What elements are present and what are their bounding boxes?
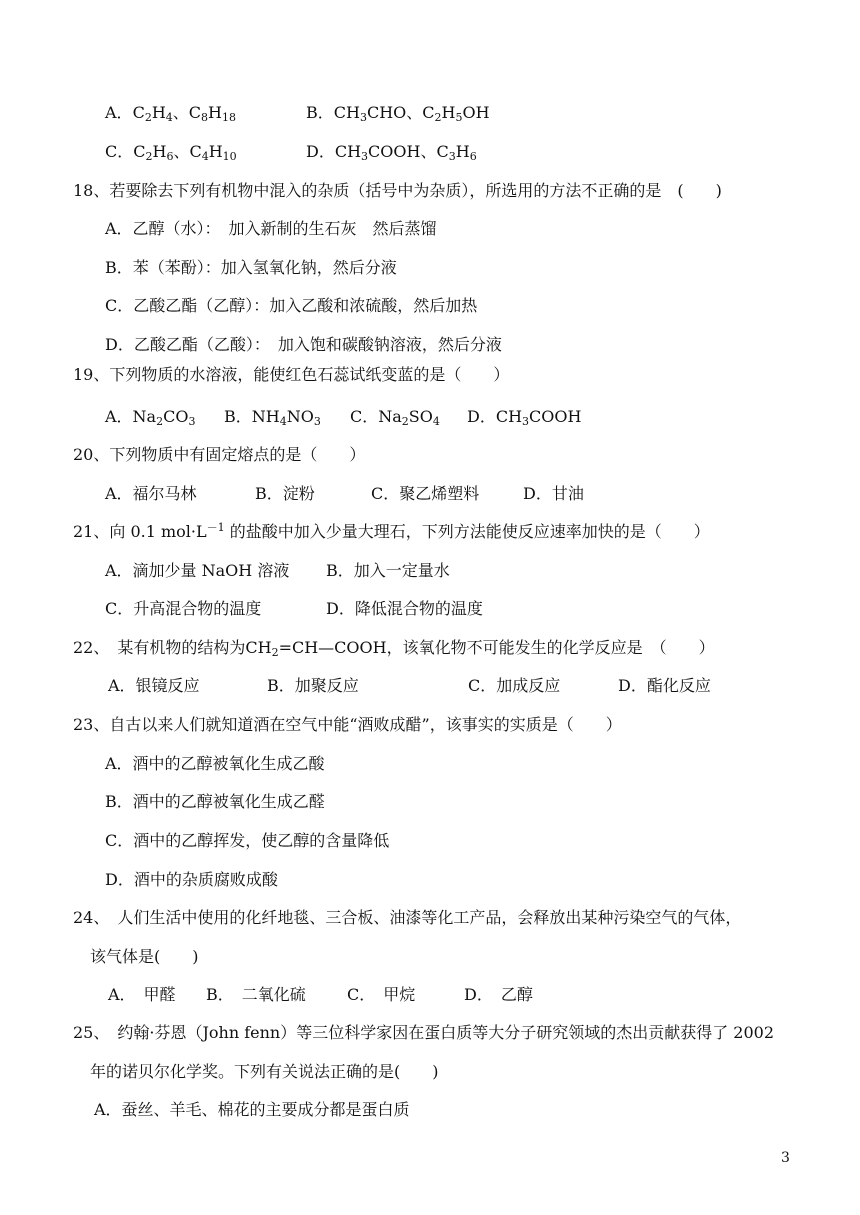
q25-option-a: A．蚕丝、羊毛、棉花的主要成分都是蛋白质 bbox=[94, 1100, 410, 1119]
q18-stem: 18、若要除去下列有机物中混入的杂质（括号中为杂质），所选用的方法不正确的是 ( ) bbox=[73, 181, 722, 200]
q25-stem: 25、 约翰·芬恩（John fenn）等三位科学家因在蛋白质等大分子研究领域的杰出贡献获得了 2002 bbox=[73, 1023, 775, 1042]
q24-option-b: B． 二氧化硫 bbox=[206, 985, 306, 1004]
q24-stem: 24、 人们生活中使用的化纤地毯、三合板、油漆等化工产品，会释放出某种污染空气的气体， bbox=[73, 908, 742, 927]
q18-number: 18、 bbox=[73, 181, 110, 200]
q19-option-d: D．$CH_3COOH$ bbox=[467, 407, 582, 428]
q22-stem: 22、 某有机物的结构为$CH_2=CH—COOH$，该氧化物不可能发生的化学反应是 （ ） bbox=[73, 638, 715, 659]
q21-option-a: A．滴加少量 NaOH 溶液 bbox=[105, 561, 290, 580]
q24-option-a: A． 甲醛 bbox=[108, 985, 176, 1004]
q22-number: 22、 bbox=[73, 638, 102, 657]
q18-option-a: A．乙醇（水）： 加入新制的生石灰 然后蒸馏 bbox=[105, 219, 437, 238]
q22-option-d: D．酯化反应 bbox=[618, 676, 711, 695]
q21-option-d: D．降低混合物的温度 bbox=[326, 599, 483, 618]
q22-option-a: A．银镜反应 bbox=[108, 676, 200, 695]
q19-option-a: A．$Na_2CO_3$ bbox=[105, 407, 196, 428]
q21-option-c: C．升高混合物的温度 bbox=[105, 599, 262, 618]
q20-option-b: B．淀粉 bbox=[255, 484, 315, 503]
q24-number: 24、 bbox=[73, 908, 102, 927]
q22-option-c: C．加成反应 bbox=[468, 676, 561, 695]
q17-option-a: A．$C_2H_4$、$C_8H_{18}$ bbox=[105, 103, 236, 124]
q20-option-a: A．福尔马林 bbox=[105, 484, 197, 503]
q25-number: 25、 bbox=[73, 1023, 102, 1042]
q20-option-d: D．甘油 bbox=[523, 484, 584, 503]
q18-option-b: B．苯（苯酚）：加入氢氧化钠，然后分液 bbox=[105, 258, 397, 277]
q19-option-c: C．$Na_2SO_4$ bbox=[350, 407, 440, 428]
q23-option-a: A．酒中的乙醇被氧化生成乙酸 bbox=[105, 754, 325, 773]
q22-option-b: B．加聚反应 bbox=[267, 676, 359, 695]
q19-number: 19、 bbox=[73, 365, 110, 384]
q23-option-c: C．酒中的乙醇挥发，使乙醇的含量降低 bbox=[105, 831, 390, 850]
q21-stem: 21、向 0.1 $mol\cdot L^{-1}$ 的盐酸中加入少量大理石，下列方法能使反应速率加快的是（ ） bbox=[73, 521, 710, 541]
q17-option-d: D．$CH_3COOH$、$C_3H_6$ bbox=[306, 142, 477, 163]
q18-option-c: C．乙酸乙酯（乙醇）：加入乙酸和浓硫酸，然后加热 bbox=[105, 296, 478, 315]
q23-number: 23、 bbox=[73, 715, 110, 734]
q24-option-c: C． 甲烷 bbox=[347, 985, 416, 1004]
q23-stem: 23、自古以来人们就知道酒在空气中能“酒败成醋”，该事实的实质是（ ） bbox=[73, 715, 622, 734]
q20-number: 20、 bbox=[73, 445, 110, 464]
q19-option-b: B．$NH_4NO_3$ bbox=[224, 407, 321, 428]
q23-option-b: B．酒中的乙醇被氧化生成乙醛 bbox=[105, 792, 325, 811]
q17-option-c: C．$C_2H_6$、$C_4H_{10}$ bbox=[105, 142, 237, 163]
q18-option-d: D．乙酸乙酯（乙酸）： 加入饱和碳酸钠溶液，然后分液 bbox=[105, 335, 502, 354]
q24-option-d: D． 乙醇 bbox=[464, 985, 533, 1004]
q17-option-b: B．$CH_3CHO$、$C_2H_5OH$ bbox=[306, 103, 490, 124]
q19-stem: 19、下列物质的水溶液，能使红色石蕊试纸变蓝的是（ ） bbox=[73, 365, 510, 384]
q20-stem: 20、下列物质中有固定熔点的是（ ） bbox=[73, 445, 366, 464]
q25-stem-continued: 年的诺贝尔化学奖。下列有关说法正确的是( ) bbox=[90, 1062, 439, 1081]
q24-stem-continued: 该气体是( ) bbox=[90, 947, 199, 966]
q20-option-c: C．聚乙烯塑料 bbox=[371, 484, 480, 503]
page-number: 3 bbox=[781, 1150, 790, 1166]
q23-option-d: D．酒中的杂质腐败成酸 bbox=[105, 870, 278, 889]
q21-option-b: B．加入一定量水 bbox=[326, 561, 450, 580]
q21-number: 21、 bbox=[73, 522, 110, 541]
